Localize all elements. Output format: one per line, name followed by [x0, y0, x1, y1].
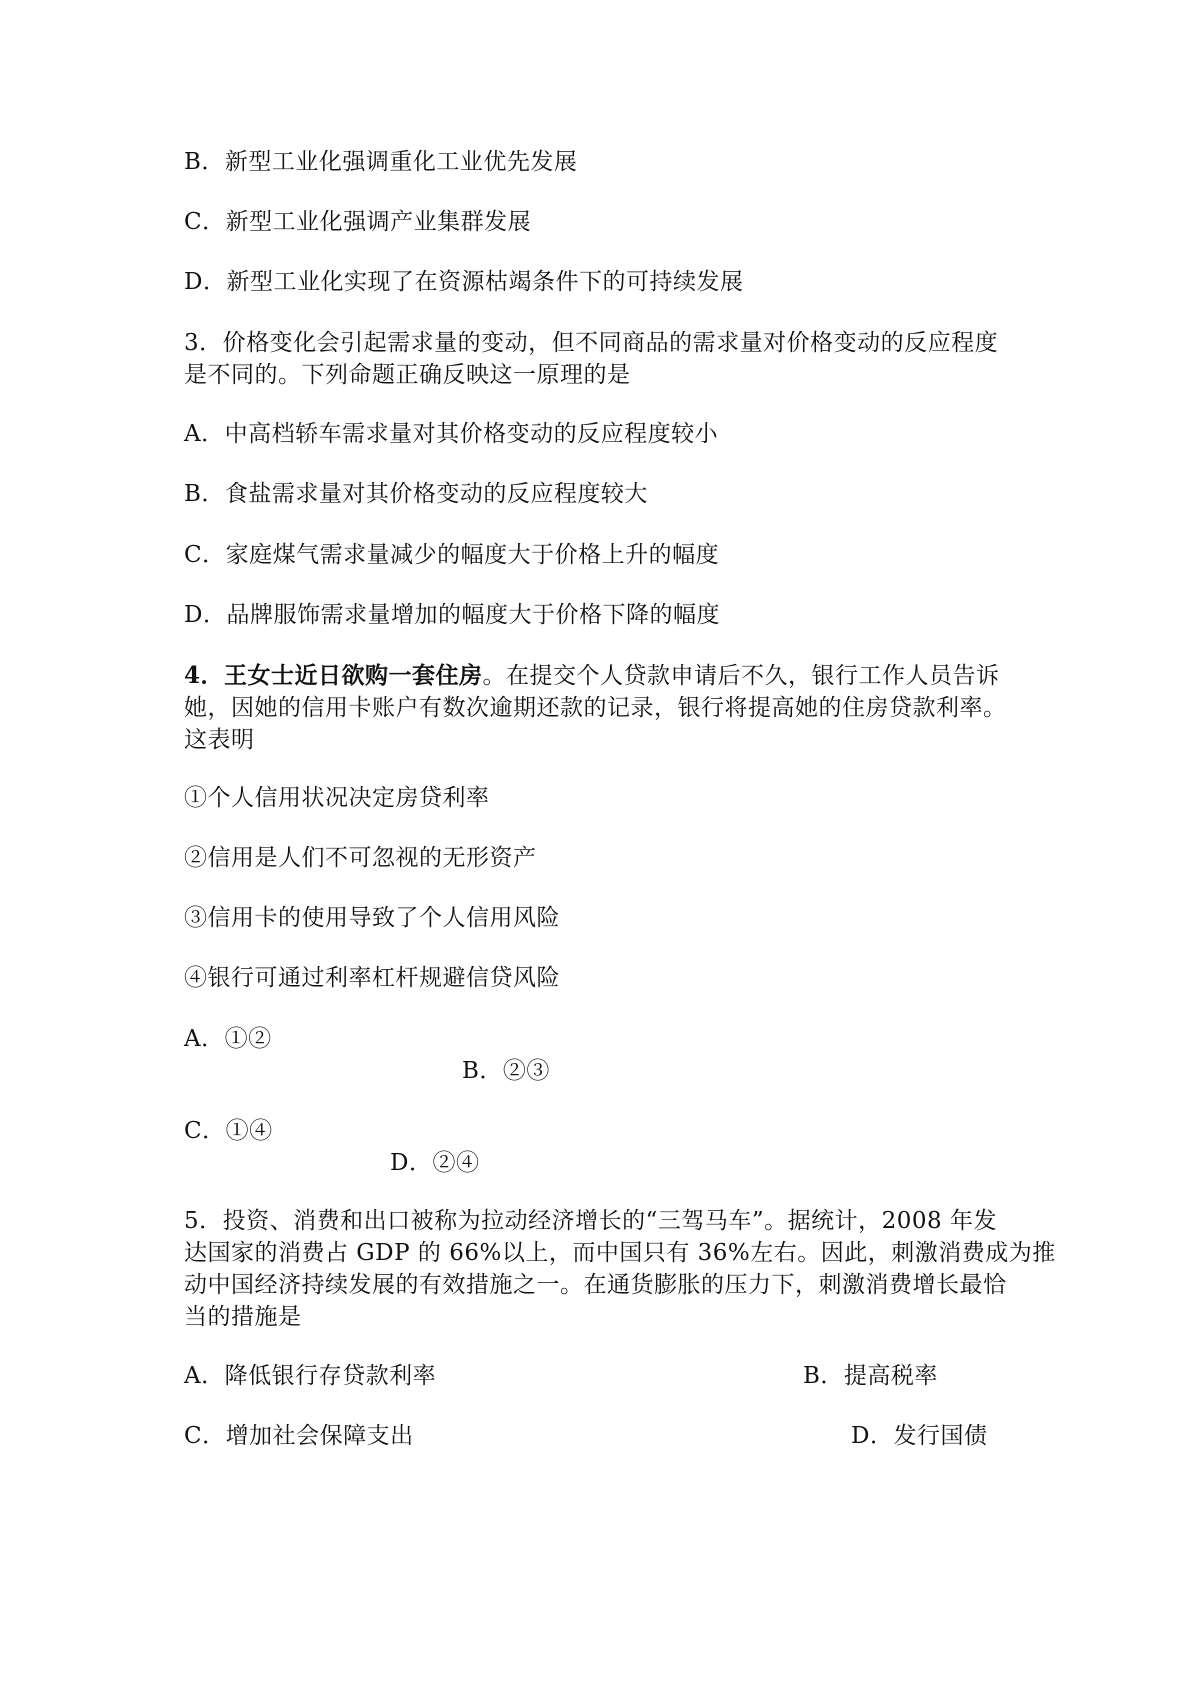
- q4-option-c: C．①④: [184, 1118, 273, 1144]
- q2-option-c: C．新型工业化强调产业集群发展: [184, 209, 532, 235]
- q3-stem-line-2: 是不同的。下列命题正确反映这一原理的是: [184, 362, 631, 388]
- q3-option-d: D．品牌服饰需求量增加的幅度大于价格下降的幅度: [184, 602, 720, 628]
- q5-stem-line-2: 达国家的消费占 GDP 的 66%以上，而中国只有 36%左右。因此，刺激消费成为推: [184, 1240, 1056, 1266]
- q5-stem-line-4: 当的措施是: [184, 1304, 302, 1330]
- q4-option-a: A．①②: [184, 1026, 272, 1052]
- q2-option-b: B．新型工业化强调重化工业优先发展: [184, 149, 578, 175]
- q3-option-b: B．食盐需求量对其价格变动的反应程度较大: [184, 481, 648, 507]
- q2-option-d: D．新型工业化实现了在资源枯竭条件下的可持续发展: [184, 269, 744, 295]
- q4-item-1: ①个人信用状况决定房贷利率: [184, 785, 490, 811]
- q4-item-2: ②信用是人们不可忽视的无形资产: [184, 845, 537, 871]
- q3-option-a: A．中高档轿车需求量对其价格变动的反应程度较小: [184, 421, 719, 447]
- q5-option-d: D．发行国债: [851, 1423, 988, 1449]
- q4-stem-line-3: 这表明: [184, 727, 255, 753]
- q4-item-3: ③信用卡的使用导致了个人信用风险: [184, 905, 560, 931]
- q5-option-b: B．提高税率: [803, 1363, 938, 1389]
- q4-stem-line-2: 她，因她的信用卡账户有数次逾期还款的记录，银行将提高她的住房贷款利率。: [184, 695, 1007, 721]
- q4-item-4: ④银行可通过利率杠杆规避信贷风险: [184, 965, 560, 991]
- q5-option-a: A．降低银行存贷款利率: [184, 1363, 437, 1389]
- q4-option-b: B．②③: [462, 1058, 550, 1084]
- q5-stem-line-3: 动中国经济持续发展的有效措施之一。在通货膨胀的压力下，刺激消费增长最恰: [184, 1272, 1007, 1298]
- q5-option-c: C．增加社会保障支出: [184, 1423, 414, 1449]
- q3-option-c: C．家庭煤气需求量减少的幅度大于价格上升的幅度: [184, 542, 720, 568]
- q4-stem-line-1: [184, 661, 1000, 691]
- q5-stem-line-1: 5．投资、消费和出口被称为拉动经济增长的“三驾马车”。据统计，2008 年发: [184, 1208, 997, 1234]
- q3-stem-line-1: 3．价格变化会引起需求量的变动，但不同商品的需求量对价格变动的反应程度: [184, 330, 999, 356]
- q4-stem-rest: 。在提交个人贷款申请后不久，银行工作人员告诉: [482, 663, 1000, 689]
- q4-option-d: D．②④: [390, 1150, 480, 1176]
- q4-stem-bold: 4．王女士近日欲购一套住房: [184, 662, 483, 689]
